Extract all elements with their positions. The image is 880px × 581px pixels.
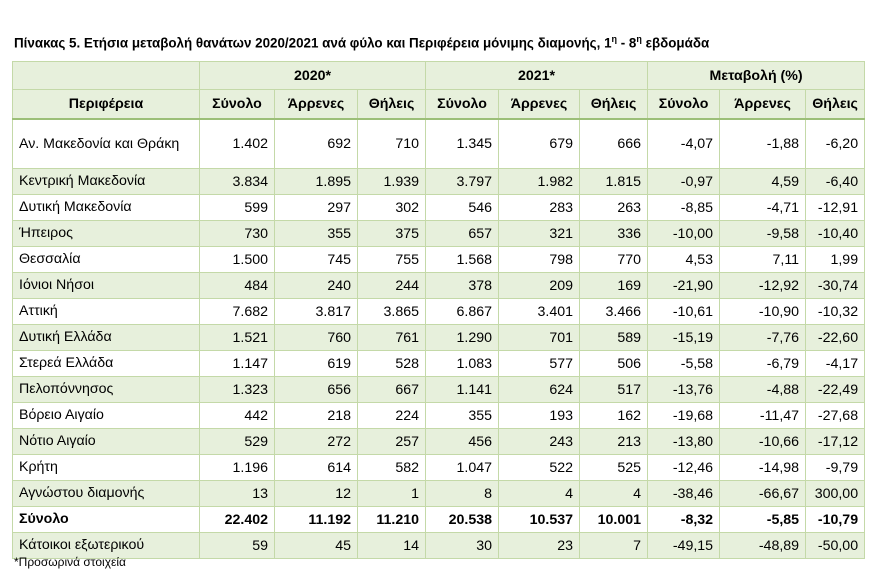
table-row bbox=[13, 221, 865, 247]
value-cell: 240 bbox=[275, 273, 358, 299]
value-cell: -10,00 bbox=[648, 221, 720, 247]
column-header: Θήλεις bbox=[806, 90, 865, 120]
value-cell: 656 bbox=[275, 377, 358, 403]
value-cell: 375 bbox=[358, 221, 426, 247]
value-cell: -13,80 bbox=[648, 429, 720, 455]
value-cell: -0,97 bbox=[648, 169, 720, 195]
region-cell: Αττική bbox=[13, 299, 200, 325]
column-header: Άρρενες bbox=[720, 90, 806, 120]
value-cell: -30,74 bbox=[806, 273, 865, 299]
value-cell: 761 bbox=[358, 325, 426, 351]
value-cell: -12,92 bbox=[720, 273, 806, 299]
value-cell: 701 bbox=[499, 325, 580, 351]
value-cell: 619 bbox=[275, 351, 358, 377]
group-header-change: Μεταβολή (%) bbox=[648, 62, 865, 90]
value-cell: -10,66 bbox=[720, 429, 806, 455]
value-cell: 666 bbox=[580, 119, 648, 169]
value-cell: 1.083 bbox=[426, 351, 499, 377]
table-row bbox=[13, 169, 865, 195]
group-header-2021: 2021* bbox=[426, 62, 648, 90]
value-cell: 528 bbox=[358, 351, 426, 377]
table-row bbox=[13, 507, 865, 533]
table-row bbox=[13, 351, 865, 377]
table-row bbox=[13, 273, 865, 299]
value-cell: -5,58 bbox=[648, 351, 720, 377]
column-header: Άρρενες bbox=[275, 90, 358, 120]
value-cell: -19,68 bbox=[648, 403, 720, 429]
value-cell: -4,17 bbox=[806, 351, 865, 377]
value-cell: 263 bbox=[580, 195, 648, 221]
value-cell: 1.568 bbox=[426, 247, 499, 273]
value-cell: 529 bbox=[200, 429, 275, 455]
value-cell: -10,61 bbox=[648, 299, 720, 325]
value-cell: -49,15 bbox=[648, 533, 720, 559]
value-cell: 506 bbox=[580, 351, 648, 377]
value-cell: 525 bbox=[580, 455, 648, 481]
value-cell: 442 bbox=[200, 403, 275, 429]
value-cell: 4,53 bbox=[648, 247, 720, 273]
value-cell: 355 bbox=[426, 403, 499, 429]
value-cell: 1.402 bbox=[200, 119, 275, 169]
value-cell: 12 bbox=[275, 481, 358, 507]
value-cell: 1.982 bbox=[499, 169, 580, 195]
value-cell: -6,79 bbox=[720, 351, 806, 377]
column-header: Σύνολο bbox=[200, 90, 275, 120]
region-cell: Ιόνιοι Νήσοι bbox=[13, 273, 200, 299]
value-cell: -22,60 bbox=[806, 325, 865, 351]
value-cell: 14 bbox=[358, 533, 426, 559]
value-cell: 1.895 bbox=[275, 169, 358, 195]
value-cell: -7,76 bbox=[720, 325, 806, 351]
value-cell: 209 bbox=[499, 273, 580, 299]
value-cell: -6,40 bbox=[806, 169, 865, 195]
region-cell: Κάτοικοι εξωτερικού bbox=[13, 533, 200, 559]
value-cell: 599 bbox=[200, 195, 275, 221]
value-cell: 302 bbox=[358, 195, 426, 221]
value-cell: 3.865 bbox=[358, 299, 426, 325]
value-cell: 355 bbox=[275, 221, 358, 247]
value-cell: 1.521 bbox=[200, 325, 275, 351]
value-cell: 6.867 bbox=[426, 299, 499, 325]
value-cell: 23 bbox=[499, 533, 580, 559]
value-cell: -9,58 bbox=[720, 221, 806, 247]
value-cell: 1.345 bbox=[426, 119, 499, 169]
group-header-blank bbox=[13, 62, 200, 90]
value-cell: 7 bbox=[580, 533, 648, 559]
value-cell: 244 bbox=[358, 273, 426, 299]
value-cell: 745 bbox=[275, 247, 358, 273]
table-row bbox=[13, 403, 865, 429]
region-cell: Αν. Μακεδονία και Θράκη bbox=[13, 119, 200, 169]
value-cell: 257 bbox=[358, 429, 426, 455]
value-cell: -22,49 bbox=[806, 377, 865, 403]
value-cell: 484 bbox=[200, 273, 275, 299]
value-cell: -15,19 bbox=[648, 325, 720, 351]
value-cell: 13 bbox=[200, 481, 275, 507]
value-cell: 1.141 bbox=[426, 377, 499, 403]
value-cell: -9,79 bbox=[806, 455, 865, 481]
value-cell: 3.401 bbox=[499, 299, 580, 325]
value-cell: 8 bbox=[426, 481, 499, 507]
value-cell: -12,91 bbox=[806, 195, 865, 221]
value-cell: 272 bbox=[275, 429, 358, 455]
value-cell: 770 bbox=[580, 247, 648, 273]
value-cell: 22.402 bbox=[200, 507, 275, 533]
value-cell: 243 bbox=[499, 429, 580, 455]
table-row bbox=[13, 533, 865, 559]
column-header: Σύνολο bbox=[426, 90, 499, 120]
value-cell: 710 bbox=[358, 119, 426, 169]
value-cell: 1.147 bbox=[200, 351, 275, 377]
value-cell: 4 bbox=[499, 481, 580, 507]
value-cell: 1.047 bbox=[426, 455, 499, 481]
column-header-row bbox=[13, 90, 865, 120]
value-cell: 692 bbox=[275, 119, 358, 169]
value-cell: 1.323 bbox=[200, 377, 275, 403]
value-cell: -1,88 bbox=[720, 119, 806, 169]
value-cell: 456 bbox=[426, 429, 499, 455]
value-cell: 1,99 bbox=[806, 247, 865, 273]
value-cell: -4,88 bbox=[720, 377, 806, 403]
value-cell: -66,67 bbox=[720, 481, 806, 507]
value-cell: 11.192 bbox=[275, 507, 358, 533]
value-cell: 193 bbox=[499, 403, 580, 429]
region-cell: Αγνώστου διαμονής bbox=[13, 481, 200, 507]
value-cell: -10,90 bbox=[720, 299, 806, 325]
value-cell: 657 bbox=[426, 221, 499, 247]
value-cell: 522 bbox=[499, 455, 580, 481]
value-cell: 4,59 bbox=[720, 169, 806, 195]
value-cell: -17,12 bbox=[806, 429, 865, 455]
value-cell: 162 bbox=[580, 403, 648, 429]
value-cell: 577 bbox=[499, 351, 580, 377]
group-header-row bbox=[13, 62, 865, 90]
value-cell: -10,32 bbox=[806, 299, 865, 325]
value-cell: 4 bbox=[580, 481, 648, 507]
value-cell: 1.290 bbox=[426, 325, 499, 351]
value-cell: 3.797 bbox=[426, 169, 499, 195]
value-cell: 730 bbox=[200, 221, 275, 247]
value-cell: 20.538 bbox=[426, 507, 499, 533]
value-cell: 213 bbox=[580, 429, 648, 455]
value-cell: 300,00 bbox=[806, 481, 865, 507]
value-cell: 3.466 bbox=[580, 299, 648, 325]
value-cell: 321 bbox=[499, 221, 580, 247]
region-cell: Ήπειρος bbox=[13, 221, 200, 247]
value-cell: -27,68 bbox=[806, 403, 865, 429]
value-cell: -5,85 bbox=[720, 507, 806, 533]
table-row bbox=[13, 455, 865, 481]
region-cell: Δυτική Ελλάδα bbox=[13, 325, 200, 351]
value-cell: -6,20 bbox=[806, 119, 865, 169]
value-cell: 667 bbox=[358, 377, 426, 403]
region-cell: Σύνολο bbox=[13, 507, 200, 533]
value-cell: 7,11 bbox=[720, 247, 806, 273]
table-row bbox=[13, 481, 865, 507]
value-cell: 755 bbox=[358, 247, 426, 273]
value-cell: 10.001 bbox=[580, 507, 648, 533]
column-header: Άρρενες bbox=[499, 90, 580, 120]
column-header: Σύνολο bbox=[648, 90, 720, 120]
group-header-2020: 2020* bbox=[200, 62, 426, 90]
value-cell: 336 bbox=[580, 221, 648, 247]
value-cell: 3.834 bbox=[200, 169, 275, 195]
value-cell: -38,46 bbox=[648, 481, 720, 507]
table-row bbox=[13, 377, 865, 403]
value-cell: 378 bbox=[426, 273, 499, 299]
value-cell: 59 bbox=[200, 533, 275, 559]
value-cell: 798 bbox=[499, 247, 580, 273]
table-row bbox=[13, 247, 865, 273]
value-cell: -8,32 bbox=[648, 507, 720, 533]
region-cell: Θεσσαλία bbox=[13, 247, 200, 273]
value-cell: 30 bbox=[426, 533, 499, 559]
deaths-table bbox=[12, 61, 865, 559]
value-cell: 283 bbox=[499, 195, 580, 221]
value-cell: 218 bbox=[275, 403, 358, 429]
table-row bbox=[13, 299, 865, 325]
value-cell: 760 bbox=[275, 325, 358, 351]
value-cell: -4,07 bbox=[648, 119, 720, 169]
value-cell: -50,00 bbox=[806, 533, 865, 559]
table-row bbox=[13, 195, 865, 221]
value-cell: 517 bbox=[580, 377, 648, 403]
column-header: Θήλεις bbox=[580, 90, 648, 120]
value-cell: -21,90 bbox=[648, 273, 720, 299]
value-cell: 10.537 bbox=[499, 507, 580, 533]
region-cell: Νότιο Αιγαίο bbox=[13, 429, 200, 455]
value-cell: 589 bbox=[580, 325, 648, 351]
value-cell: 1.196 bbox=[200, 455, 275, 481]
value-cell: 624 bbox=[499, 377, 580, 403]
value-cell: 614 bbox=[275, 455, 358, 481]
table-row bbox=[13, 119, 865, 169]
value-cell: -14,98 bbox=[720, 455, 806, 481]
table-row bbox=[13, 429, 865, 455]
region-cell: Βόρειο Αιγαίο bbox=[13, 403, 200, 429]
value-cell: 1.500 bbox=[200, 247, 275, 273]
region-cell: Πελοπόννησος bbox=[13, 377, 200, 403]
column-header: Περιφέρεια bbox=[13, 90, 200, 120]
value-cell: 3.817 bbox=[275, 299, 358, 325]
footnote: *Προσωρινά στοιχεία bbox=[14, 555, 126, 569]
value-cell: 11.210 bbox=[358, 507, 426, 533]
value-cell: -10,40 bbox=[806, 221, 865, 247]
value-cell: 582 bbox=[358, 455, 426, 481]
value-cell: -13,76 bbox=[648, 377, 720, 403]
table-title: Πίνακας 5. Ετήσια μεταβολή θανάτων 2020/2021 ανά φύλο και Περιφέρεια μόνιμης διαμονής, $1^\eta - 8^\eta$ εβδομάδα bbox=[14, 34, 710, 51]
value-cell: -8,85 bbox=[648, 195, 720, 221]
value-cell: 45 bbox=[275, 533, 358, 559]
value-cell: -10,79 bbox=[806, 507, 865, 533]
value-cell: 169 bbox=[580, 273, 648, 299]
region-cell: Δυτική Μακεδονία bbox=[13, 195, 200, 221]
value-cell: 546 bbox=[426, 195, 499, 221]
value-cell: 679 bbox=[499, 119, 580, 169]
column-header: Θήλεις bbox=[358, 90, 426, 120]
value-cell: -11,47 bbox=[720, 403, 806, 429]
value-cell: -4,71 bbox=[720, 195, 806, 221]
value-cell: 1.939 bbox=[358, 169, 426, 195]
region-cell: Κεντρική Μακεδονία bbox=[13, 169, 200, 195]
value-cell: 297 bbox=[275, 195, 358, 221]
table-row bbox=[13, 325, 865, 351]
region-cell: Κρήτη bbox=[13, 455, 200, 481]
value-cell: -12,46 bbox=[648, 455, 720, 481]
value-cell: -48,89 bbox=[720, 533, 806, 559]
region-cell: Στερεά Ελλάδα bbox=[13, 351, 200, 377]
value-cell: 7.682 bbox=[200, 299, 275, 325]
value-cell: 224 bbox=[358, 403, 426, 429]
value-cell: 1.815 bbox=[580, 169, 648, 195]
value-cell: 1 bbox=[358, 481, 426, 507]
